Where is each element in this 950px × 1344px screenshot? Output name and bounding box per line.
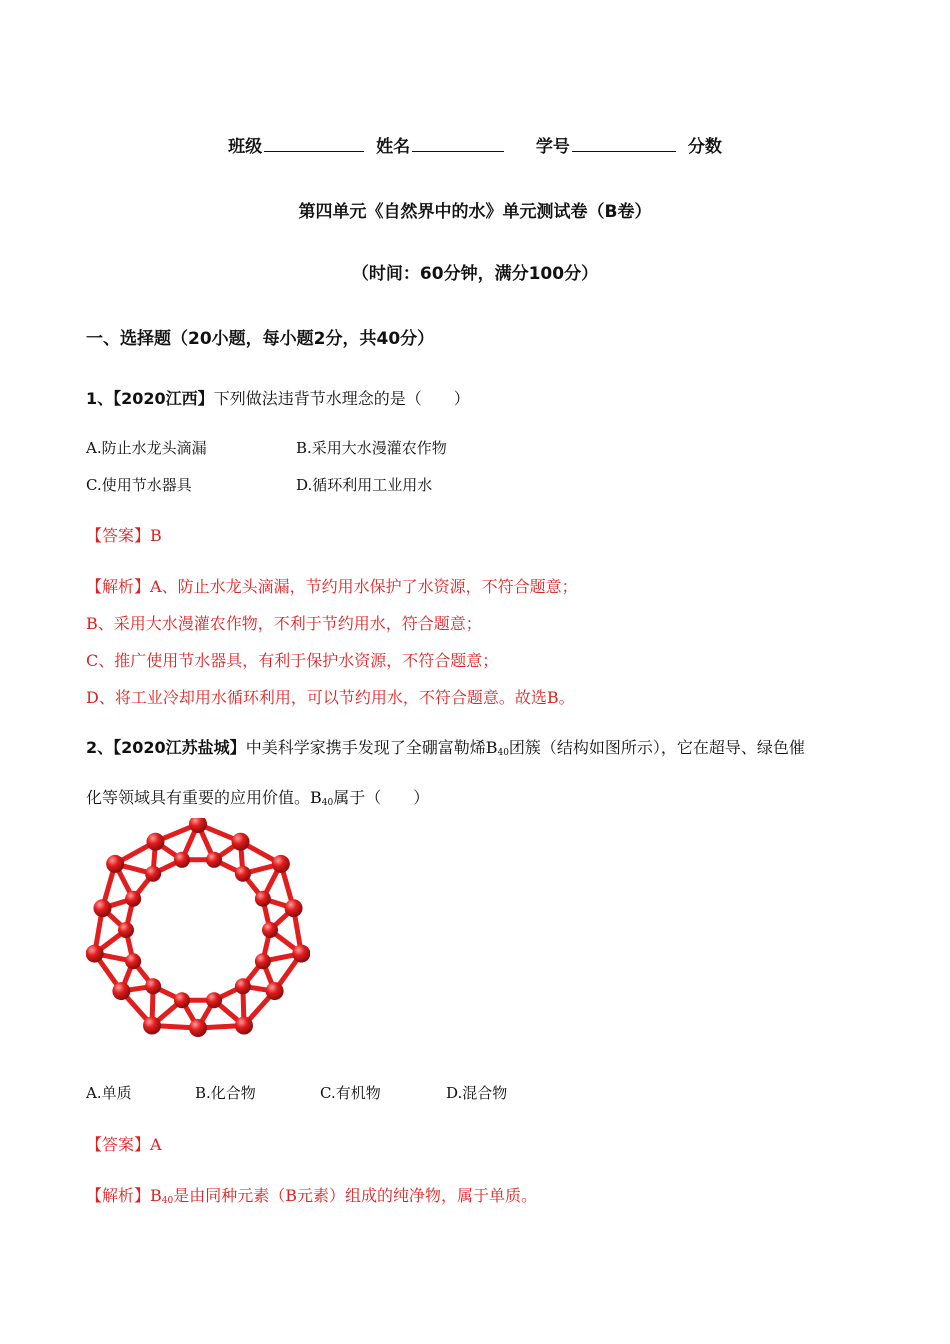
q1-analysis-label: 【解析】: [86, 577, 151, 596]
id-label: 学号: [535, 137, 570, 157]
q1-option-a: A.防止水龙头滴漏: [86, 439, 207, 457]
cluster-atom: [272, 855, 290, 873]
cluster-atom: [255, 891, 271, 907]
question-2-stem-line-2: 化等领域具有重要的应用价值。$B_{40}$属于（ ）: [86, 788, 430, 808]
q1-analysis-line-2: B、采用大水漫灌农作物，不利于节约用水，符合题意；: [86, 614, 482, 633]
cluster-atom: [145, 978, 161, 994]
formula-b40: $B_{40}$: [150, 1186, 174, 1206]
cluster-atom: [266, 982, 284, 1000]
cluster-atom: [189, 818, 207, 833]
name-label: 姓名: [376, 137, 411, 157]
b40-cluster-figure: [86, 818, 310, 1046]
class-label: 班级: [228, 137, 263, 157]
q2-answer: 【答案】A: [86, 1135, 162, 1154]
q1-analysis-line-1: 【解析】A、防止水龙头滴漏，节约用水保护了水资源，不符合题意；: [86, 577, 578, 596]
question-2-number: 2、: [86, 738, 114, 757]
cluster-atom: [174, 852, 190, 868]
cluster-atom: [262, 922, 278, 938]
cluster-atom: [235, 978, 251, 994]
cluster-atom: [206, 992, 222, 1008]
question-2-source: 【2020江苏盐城】: [113, 738, 246, 757]
q1-analysis-line-3: C、推广使用节水器具，有利于保护水资源，不符合题意；: [86, 651, 499, 670]
q2-option-b: B.化合物: [195, 1084, 256, 1102]
q2-option-a: A.单质: [86, 1084, 132, 1102]
section-heading: 一、选择题（20小题，每小题2分，共40分）: [86, 329, 435, 349]
score-label: 分数: [687, 137, 722, 157]
page-subtitle: （时间：60分钟，满分100分）: [351, 264, 599, 284]
class-blank[interactable]: [264, 135, 364, 152]
cluster-atom: [292, 945, 310, 963]
formula-b40: $B_{40}$: [485, 738, 509, 758]
cluster-atom: [146, 833, 164, 851]
q1-answer: 【答案】B: [86, 526, 162, 545]
cluster-atom: [145, 866, 161, 882]
cluster-atom: [106, 855, 124, 873]
cluster-atom: [125, 953, 141, 969]
q2-analysis: 【解析】$B_{40}$是由同种元素（B元素）组成的纯净物，属于单质。: [86, 1186, 537, 1206]
cluster-atom: [86, 945, 104, 963]
question-1-stem: [86, 386, 470, 409]
q1-option-b: B.采用大水漫灌农作物: [296, 439, 447, 457]
cluster-atom: [143, 1017, 161, 1035]
cluster-atom: [285, 899, 303, 917]
cluster-atom: [112, 982, 130, 1000]
student-info-line: [0, 132, 950, 157]
name-blank[interactable]: [412, 135, 504, 152]
question-1-number: 1、: [86, 389, 114, 408]
cluster-atom: [189, 1019, 207, 1037]
cluster-atom: [125, 891, 141, 907]
cluster-atom: [235, 1017, 253, 1035]
q1-option-d: D.循环利用工业用水: [296, 476, 433, 494]
formula-b40: $B_{40}$: [310, 788, 334, 808]
cluster-atom: [235, 866, 251, 882]
cluster-atom: [255, 953, 271, 969]
cluster-atom: [118, 922, 134, 938]
q2-option-c: C.有机物: [320, 1084, 381, 1102]
cluster-atom: [174, 992, 190, 1008]
cluster-atom: [93, 899, 111, 917]
question-1-text: 下列做法违背节水理念的是（ ）: [213, 389, 470, 408]
id-blank[interactable]: [572, 135, 676, 152]
q1-analysis-line-4: D、将工业冷却用水循环利用，可以节约用水，不符合题意。故选B。: [86, 688, 575, 707]
q2-analysis-label: 【解析】: [86, 1186, 151, 1205]
cluster-atom: [206, 852, 222, 868]
q2-option-d: D.混合物: [446, 1084, 508, 1102]
question-1-source: 【2020江西】: [113, 389, 214, 408]
cluster-atom: [232, 833, 250, 851]
q1-option-c: C.使用节水器具: [86, 476, 192, 494]
question-2-stem-line-1: 2、【2020江苏盐城】中美科学家携手发现了全硼富勒烯$B_{40}$团簇（结构如图所示），它在超导、绿色催: [86, 738, 805, 758]
page-title: 第四单元《自然界中的水》单元测试卷（B卷）: [298, 202, 652, 222]
